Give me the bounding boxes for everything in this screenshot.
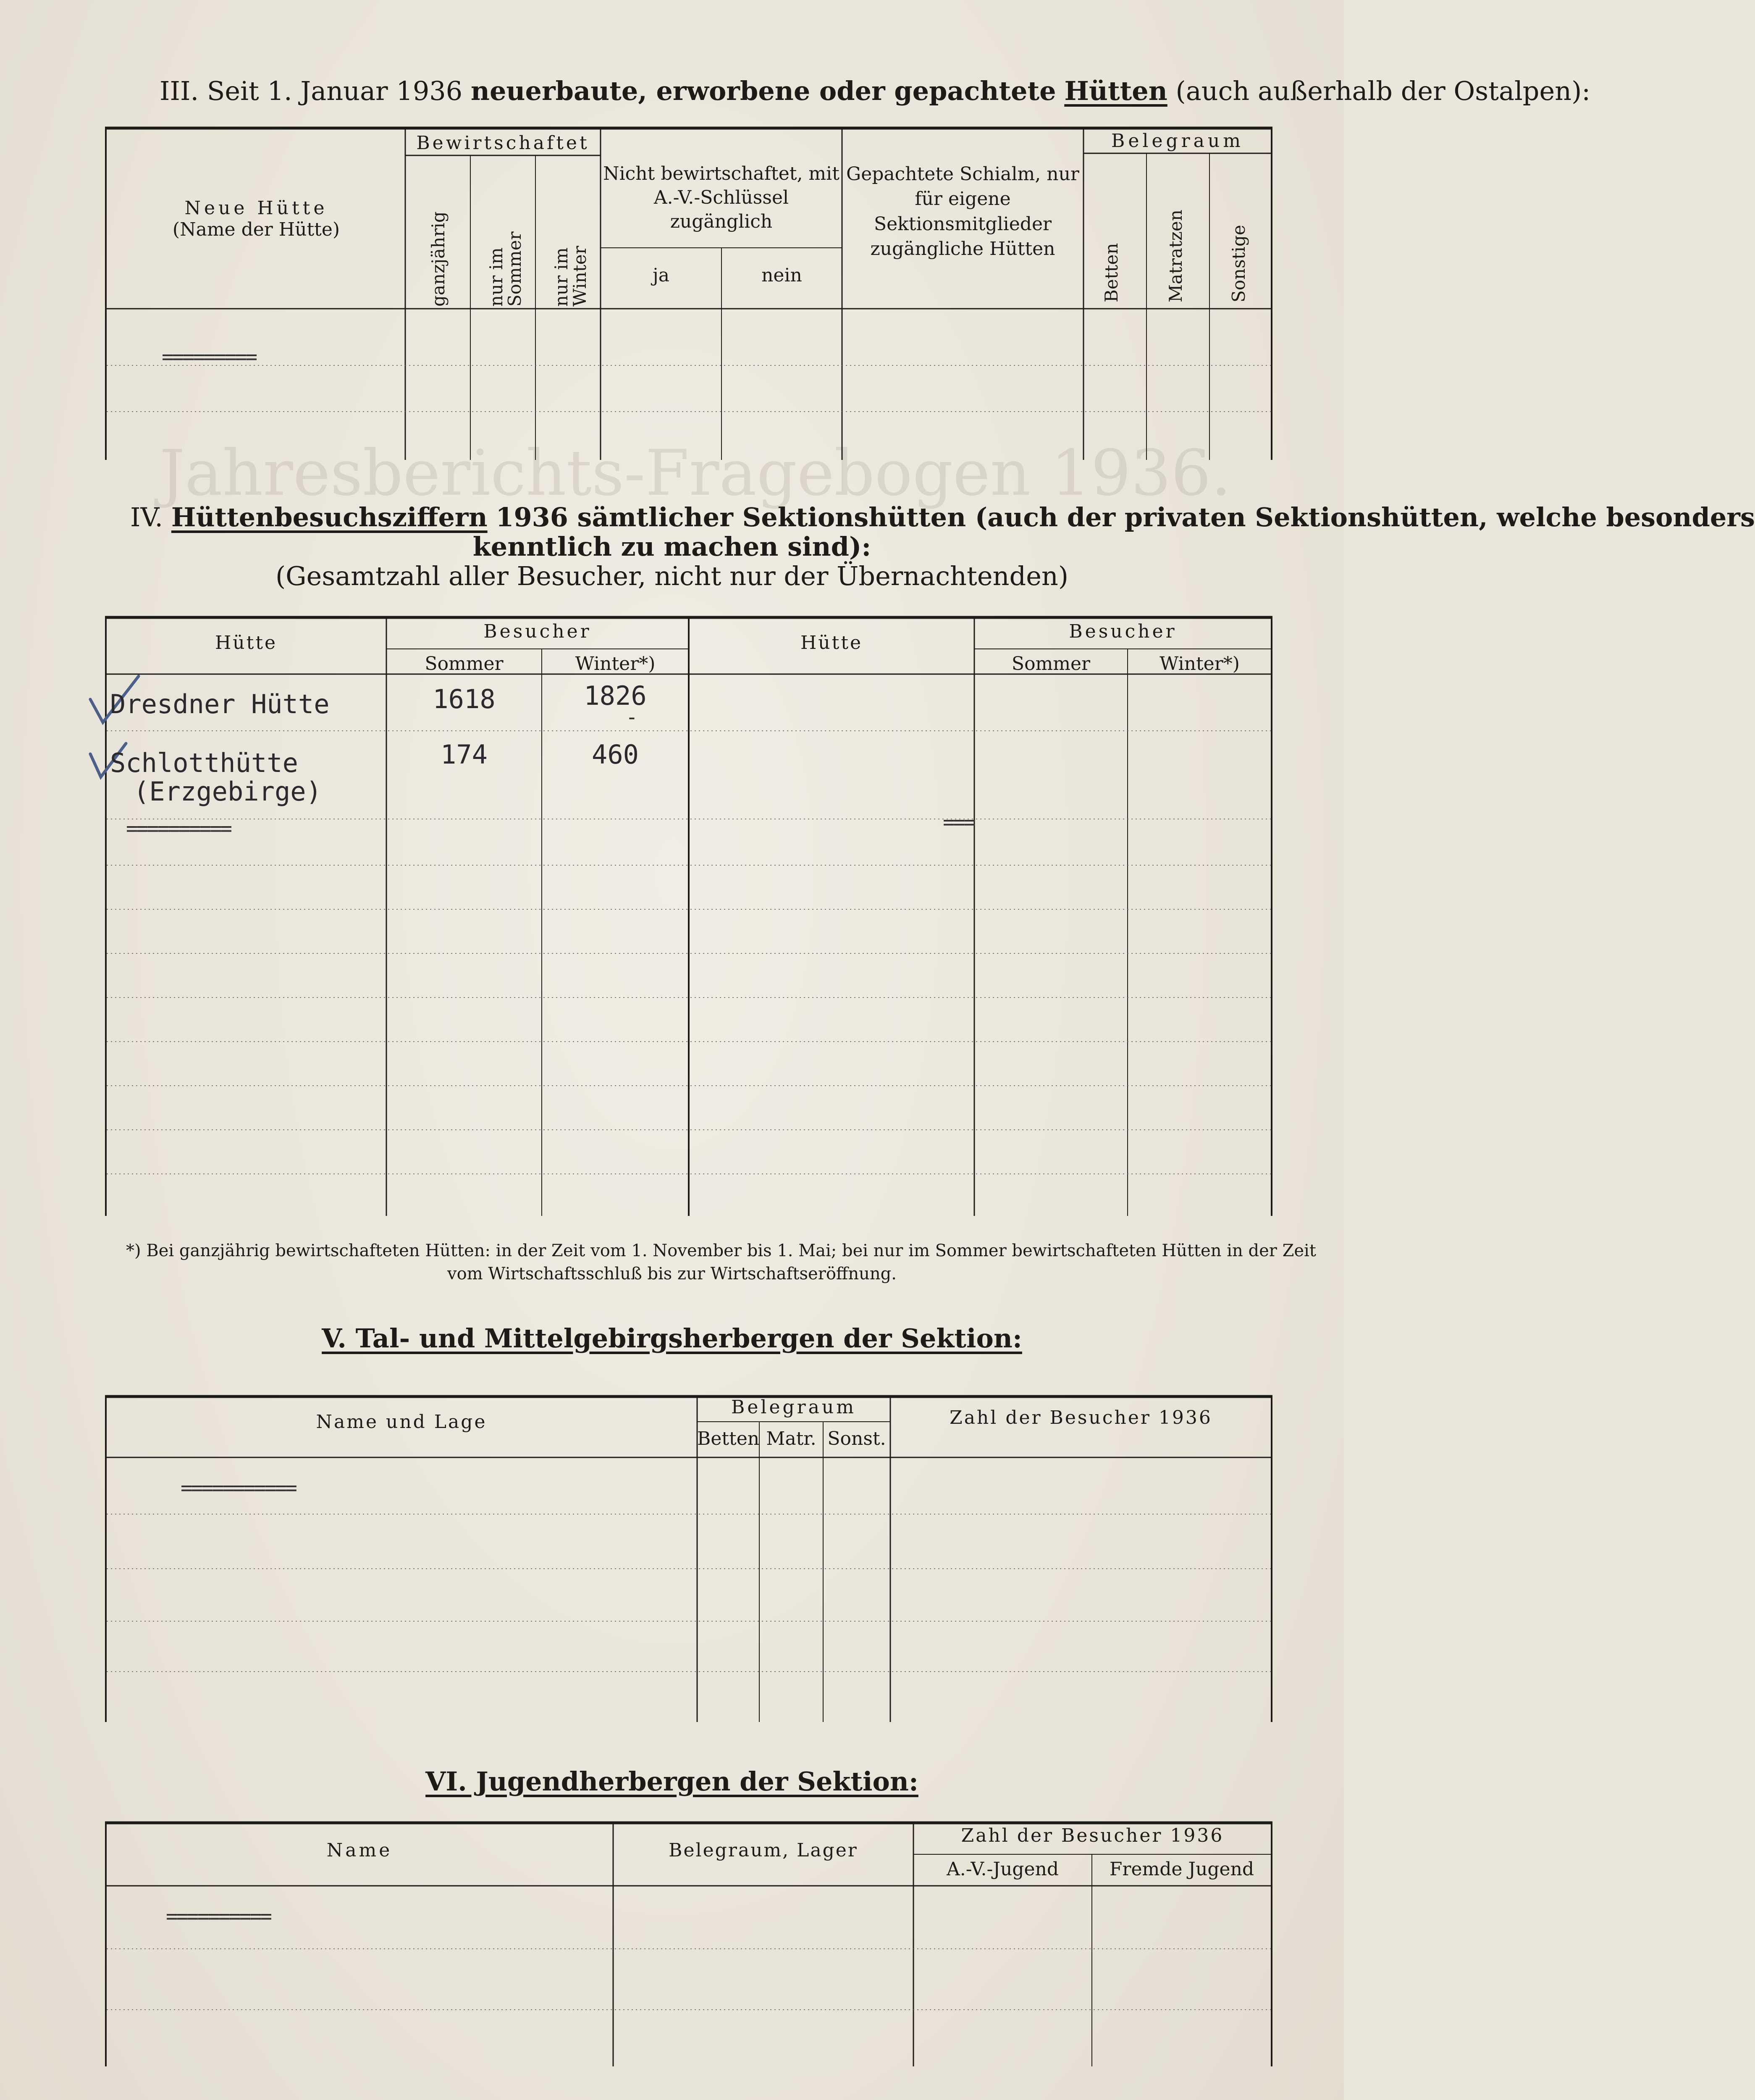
section4-fill-left: ========== bbox=[126, 817, 231, 840]
row2-winter: 460 bbox=[592, 739, 639, 770]
col-nur-sommer: nur im Sommer bbox=[486, 231, 525, 307]
row1-sommer: 1618 bbox=[433, 684, 496, 714]
col-besucher-left: Besucher bbox=[483, 621, 592, 642]
col-sommer-left: Sommer bbox=[425, 653, 504, 675]
section4-fill-right: === bbox=[943, 811, 974, 834]
col-nein: nein bbox=[761, 265, 802, 286]
section4-title-line2: kenntlich zu machen sind): bbox=[472, 531, 871, 562]
col-gepachtete: Gepachtete Schialm, nur für eigene Sektionsmitglieder zugängliche Hütten bbox=[846, 163, 1079, 260]
section6-title: VI. Jugendherbergen der Sektion: bbox=[425, 1766, 918, 1797]
section6-fill-line: ========== bbox=[166, 1905, 270, 1928]
col-nicht-bewirtschaftet: Nicht bewirtschaftet, mit A.-V.-Schlüssel zugänglich bbox=[603, 163, 839, 233]
col-ja: ja bbox=[653, 265, 669, 286]
col-name-lage: Name und Lage bbox=[316, 1411, 487, 1433]
col-matratzen: Matratzen bbox=[1165, 210, 1186, 302]
col-ganzjaehrig: ganzjährig bbox=[428, 211, 449, 307]
col-belegraum: Belegraum bbox=[1111, 130, 1244, 152]
row1-winter-mark: - bbox=[626, 706, 638, 729]
section4-title: IV. Hüttenbesuchsziffern 1936 sämtlicher Sektionshütten (auch der privaten Sektionshütten, welche besonders bbox=[130, 502, 1755, 533]
col-sonst-v: Sonst. bbox=[827, 1428, 886, 1449]
col-huette-right: Hütte bbox=[800, 632, 863, 654]
section5-title: V. Tal- und Mittelgebirgsherbergen der Sektion: bbox=[322, 1323, 1022, 1354]
col-neue-huette: Neue Hütte (Name der Hütte) bbox=[172, 197, 340, 240]
row2-name-line2: (Erzgebirge) bbox=[134, 776, 322, 807]
row2-name: Schlotthütte bbox=[110, 748, 298, 778]
col-winter-right: Winter*) bbox=[1160, 653, 1240, 675]
col-zahl-besucher-vi: Zahl der Besucher 1936 bbox=[961, 1825, 1224, 1846]
col-bewirtschaftet: Bewirtschaftet bbox=[416, 132, 590, 154]
section3-title: III. Seit 1. Januar 1936 neuerbaute, erworbene oder gepachtete Hütten (auch außerhalb der Ostalpen): bbox=[160, 76, 1591, 106]
row2-sommer: 174 bbox=[441, 739, 488, 770]
col-sommer-right: Sommer bbox=[1011, 653, 1091, 675]
col-nur-winter: nur im Winter bbox=[551, 246, 590, 307]
section4-footnote-line2: vom Wirtschaftsschluß bis zur Wirtschaftseröffnung. bbox=[447, 1264, 897, 1284]
col-av-jugend: A.-V.-Jugend bbox=[946, 1858, 1059, 1880]
section4-subtitle: (Gesamtzahl aller Besucher, nicht nur der Übernachtenden) bbox=[275, 561, 1069, 591]
col-betten: Betten bbox=[1101, 243, 1122, 302]
col-fremde-jugend: Fremde Jugend bbox=[1109, 1858, 1254, 1880]
col-winter-left: Winter*) bbox=[575, 653, 656, 675]
col-huette-left: Hütte bbox=[215, 632, 278, 654]
bleed-through-text: Jahresberichts-Fragebogen 1936. bbox=[160, 437, 1231, 510]
col-belegraum-lager: Belegraum, Lager bbox=[669, 1840, 858, 1861]
row1-winter: 1826 bbox=[584, 680, 647, 711]
section3-fill-line: ========= bbox=[162, 345, 256, 369]
col-besucher-right: Besucher bbox=[1069, 621, 1177, 642]
col-name-vi: Name bbox=[326, 1840, 393, 1861]
col-belegraum-v: Belegraum bbox=[731, 1396, 856, 1418]
section4-footnote: *) Bei ganzjährig bewirtschafteten Hütten: in der Zeit vom 1. November bis 1. Mai; bei nur im Sommer bewirtschafteten Hütten in der Zeit bbox=[126, 1241, 1316, 1260]
row1-name: Dresdner Hütte bbox=[110, 689, 330, 719]
col-matr-v: Matr. bbox=[766, 1428, 816, 1449]
col-zahl-besucher-v: Zahl der Besucher 1936 bbox=[950, 1407, 1212, 1428]
col-sonstige: Sonstige bbox=[1228, 225, 1249, 302]
col-betten-v: Betten bbox=[697, 1428, 760, 1449]
section5-fill-line: =========== bbox=[181, 1476, 296, 1500]
